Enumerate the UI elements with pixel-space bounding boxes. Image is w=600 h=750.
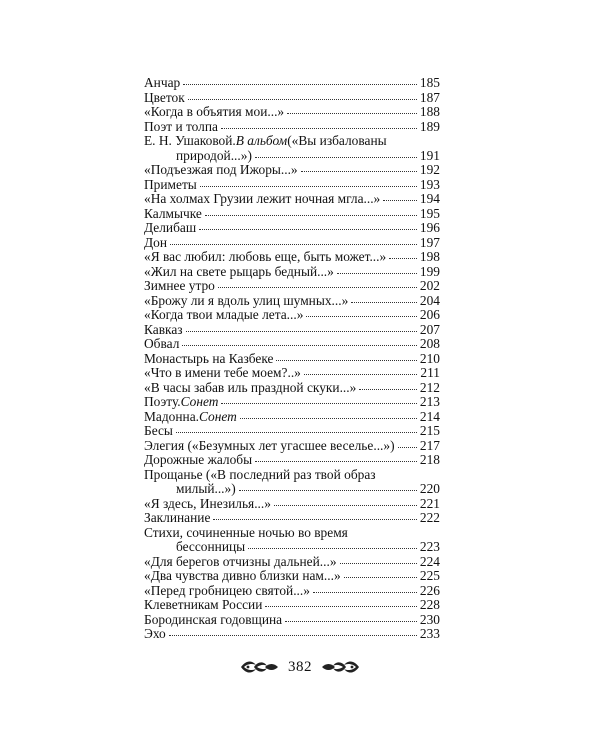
- toc-page-number: 193: [419, 176, 440, 192]
- toc-entry: [144, 352, 440, 367]
- toc-entry: [144, 91, 440, 106]
- dot-leader: [285, 621, 417, 622]
- toc-page-number: 211: [420, 365, 440, 380]
- toc-entry: [144, 424, 440, 439]
- dot-leader: [169, 635, 417, 636]
- toc-page-number: 189: [419, 118, 440, 134]
- toc-entry-line: [144, 468, 440, 483]
- toc-entry-continuation: [144, 149, 440, 164]
- toc-page-number: 217: [419, 437, 440, 453]
- dot-leader: [276, 360, 416, 361]
- toc-page-number: 192: [419, 162, 440, 177]
- toc-entry-line: [144, 569, 440, 584]
- dot-leader: [313, 592, 417, 593]
- toc-entry-title: Е. Н. Ушаковой.: [144, 133, 236, 148]
- toc-entry: [144, 279, 440, 294]
- toc-entry-line: [144, 598, 440, 613]
- toc-entry-line: [144, 453, 440, 468]
- dot-leader: [306, 316, 417, 317]
- toc-entry-line: [144, 323, 440, 338]
- toc-entry-title: Приметы: [144, 176, 197, 192]
- dot-leader: [265, 606, 417, 607]
- dot-leader: [248, 548, 417, 549]
- dot-leader: [186, 331, 417, 332]
- dot-leader: [176, 432, 417, 433]
- toc-page-number: 222: [419, 510, 440, 525]
- toc-entry-title: «В часы забав иль праздной скуки...»: [144, 379, 357, 395]
- dot-leader: [398, 447, 417, 448]
- dot-leader: [170, 244, 417, 245]
- dot-leader: [340, 563, 417, 564]
- toc-entry-title: Поэт и толпа: [144, 118, 218, 134]
- toc-page-number: 221: [419, 495, 440, 511]
- dot-leader: [383, 200, 417, 201]
- toc-entry-title: Зимнее утро: [144, 278, 215, 293]
- toc-page-number: 214: [419, 408, 440, 424]
- dot-leader: [255, 157, 417, 158]
- toc-entry-title: «Два чувства дивно близки нам...»: [144, 568, 341, 583]
- dot-leader: [287, 113, 417, 114]
- toc-page-number: 188: [419, 104, 440, 119]
- toc-entry-line: [144, 627, 440, 642]
- toc-entry: [144, 410, 440, 425]
- toc-entry-title: «Я вас любил: любовь еще, быть может...»: [144, 249, 387, 264]
- toc-entry-line: [144, 250, 440, 265]
- toc-entry: [144, 221, 440, 236]
- toc-entry: [144, 439, 440, 454]
- toc-entry-title: «Что в имени тебе моем?..»: [144, 365, 301, 380]
- toc-entry: [144, 134, 440, 163]
- toc-page-number: 228: [419, 597, 440, 612]
- toc-entry-title: («Вы избалованы: [287, 133, 387, 148]
- dot-leader: [389, 258, 417, 259]
- toc-entry-line: [144, 337, 440, 352]
- toc-entry-line: [144, 178, 440, 193]
- toc-entry-line: [144, 105, 440, 120]
- dot-leader: [221, 128, 417, 129]
- toc-entry-title: Бородинская годовщина: [144, 611, 283, 627]
- toc-entry-continuation: [144, 482, 440, 497]
- toc-entry-title: Эхо: [144, 626, 166, 641]
- toc-entry: [144, 468, 440, 497]
- toc-page-number: 212: [419, 379, 440, 395]
- dot-leader: [240, 418, 417, 419]
- toc-entry-line: [144, 381, 440, 396]
- toc-page-number: 185: [419, 75, 440, 90]
- toc-entry: [144, 497, 440, 512]
- toc-page-number: 198: [419, 249, 440, 264]
- toc-entry-line: [144, 308, 440, 323]
- toc-entry: [144, 526, 440, 555]
- toc-entry-title: «Подъезжая под Ижоры...»: [144, 162, 298, 177]
- toc-entry-line: [144, 555, 440, 570]
- toc-entry-line: [144, 366, 440, 381]
- dot-leader: [359, 389, 417, 390]
- dot-leader: [301, 171, 417, 172]
- toc-page-number: 213: [419, 394, 440, 409]
- toc-entry-line: [144, 294, 440, 309]
- toc-entry-title: «Для берегов отчизны дальней...»: [144, 553, 337, 569]
- toc-entry-line: [144, 497, 440, 512]
- toc-entry: [144, 453, 440, 468]
- toc-entry-line: [144, 613, 440, 628]
- toc-entry-title: Прощанье («В последний раз твой образ: [144, 466, 376, 482]
- toc-page-number: 220: [419, 481, 440, 496]
- toc-page-number: 210: [419, 350, 440, 366]
- toc-entry-line: [144, 91, 440, 106]
- toc-entry-line: [144, 352, 440, 367]
- toc-entry-subtitle: Сонет: [198, 408, 237, 424]
- toc-entry: [144, 207, 440, 222]
- toc-entry-line: [144, 511, 440, 526]
- toc-entry-title: Бесы: [144, 423, 173, 438]
- toc-entry-title: «На холмах Грузии лежит ночная мгла...»: [144, 191, 381, 206]
- toc-entry-continuation: [144, 540, 440, 555]
- dot-leader: [274, 505, 417, 506]
- toc-page-number: 218: [419, 452, 440, 467]
- toc-entry-title: «Жил на свете рыцарь бедный...»: [144, 263, 334, 279]
- toc-entry-line: [144, 207, 440, 222]
- dot-leader: [255, 461, 417, 462]
- toc-entry-title: Дон: [144, 234, 167, 250]
- toc-page-number: 202: [419, 278, 440, 293]
- toc-entry-title: Стихи, сочиненные ночью во время: [144, 524, 348, 540]
- toc-entry: [144, 178, 440, 193]
- toc-entry-title: «Перед гробницею святой...»: [144, 582, 310, 598]
- toc-entry: [144, 337, 440, 352]
- toc-entry-title: Делибаш: [144, 220, 197, 235]
- toc-entry-title: Клеветникам России: [144, 597, 263, 612]
- toc-entry-title: Дорожные жалобы: [144, 452, 253, 467]
- toc-page-number: 208: [419, 336, 440, 351]
- toc-entry: [144, 265, 440, 280]
- dot-leader: [351, 302, 417, 303]
- toc-entry: [144, 598, 440, 613]
- dot-leader: [183, 84, 417, 85]
- dot-leader: [213, 519, 417, 520]
- dot-leader: [188, 99, 417, 100]
- toc-page-number: 215: [419, 423, 440, 438]
- toc-entry: [144, 366, 440, 381]
- toc-entry: [144, 511, 440, 526]
- toc-entry-title: природой...»): [176, 147, 252, 163]
- toc-page-number: 197: [419, 234, 440, 250]
- toc-entry-title: Мадонна.: [144, 408, 199, 424]
- dot-leader: [304, 374, 418, 375]
- dot-leader: [182, 345, 417, 346]
- floral-ornament-icon: [320, 658, 360, 676]
- toc-page-number: 195: [419, 205, 440, 221]
- toc-entry-title: Поэту.: [144, 394, 181, 409]
- toc-entry-line: [144, 279, 440, 294]
- toc-page-number: 194: [419, 191, 440, 206]
- toc-entry-title: Кавказ: [144, 321, 183, 337]
- toc-page-number: 233: [419, 626, 440, 641]
- toc-page-number: 187: [419, 89, 440, 105]
- toc-page-number: 225: [419, 568, 440, 583]
- toc-entry: [144, 308, 440, 323]
- toc-entry-line: [144, 410, 440, 425]
- dot-leader: [218, 287, 417, 288]
- page-footer: [0, 656, 600, 678]
- toc-entry-title: Заклинание: [144, 510, 211, 525]
- toc-entry: [144, 627, 440, 642]
- toc-entry: [144, 555, 440, 570]
- floral-ornament-icon: [240, 658, 280, 676]
- toc-entry: [144, 294, 440, 309]
- toc-page-number: 191: [419, 147, 440, 163]
- toc-entry-title: милый...»): [176, 481, 236, 496]
- toc-page-number: 226: [419, 582, 440, 598]
- dot-leader: [337, 273, 417, 274]
- toc-entry-title: «Когда в объятия мои...»: [144, 104, 285, 119]
- dot-leader: [200, 186, 417, 187]
- toc-entry-subtitle: Сонет: [180, 394, 219, 409]
- toc-entry-line: [144, 236, 440, 251]
- toc-page-number: 196: [419, 220, 440, 235]
- toc-entry: [144, 120, 440, 135]
- toc-entry: [144, 381, 440, 396]
- toc-page-number: 223: [419, 539, 440, 554]
- toc-entry: [144, 250, 440, 265]
- toc-entry: [144, 584, 440, 599]
- toc-entry-subtitle: В альбом: [235, 133, 288, 148]
- toc-entry: [144, 192, 440, 207]
- toc-entry: [144, 569, 440, 584]
- toc-entry-line: [144, 424, 440, 439]
- toc-page-number: 207: [419, 321, 440, 337]
- toc-entry-line: [144, 265, 440, 280]
- toc-entry-title: Калмычке: [144, 205, 202, 221]
- toc-page-number: 224: [419, 553, 440, 569]
- toc-entry-line: [144, 192, 440, 207]
- page-number: 382: [288, 658, 312, 675]
- toc-page-number: 204: [419, 292, 440, 308]
- dot-leader: [205, 215, 417, 216]
- dot-leader: [221, 403, 416, 404]
- toc-entry-line: [144, 163, 440, 178]
- toc-entry: [144, 395, 440, 410]
- toc-entry: [144, 323, 440, 338]
- toc-entry-line: [144, 395, 440, 410]
- toc-entry: [144, 76, 440, 91]
- toc-entry-line: [144, 134, 440, 149]
- dot-leader: [239, 490, 417, 491]
- toc-entry-line: [144, 120, 440, 135]
- toc-entry-line: [144, 584, 440, 599]
- dot-leader: [344, 577, 417, 578]
- toc-entry-title: бессонницы: [176, 539, 246, 554]
- toc-entry-title: Обвал: [144, 336, 180, 351]
- toc-entry-title: «Когда твои младые лета...»: [144, 307, 304, 322]
- toc-entry-line: [144, 439, 440, 454]
- toc-entry: [144, 105, 440, 120]
- toc-entry-line: [144, 76, 440, 91]
- toc-page-number: 230: [419, 611, 440, 627]
- toc-entry-title: Элегия («Безумных лет угасшее веселье...»): [144, 437, 395, 453]
- dot-leader: [199, 229, 417, 230]
- toc-entry-title: «Брожу ли я вдоль улиц шумных...»: [144, 292, 349, 308]
- toc-entry-title: «Я здесь, Инезилья...»: [144, 495, 271, 511]
- toc-entry-title: Монастырь на Казбеке: [144, 350, 274, 366]
- toc-entry-line: [144, 526, 440, 541]
- table-of-contents: [144, 76, 440, 642]
- toc-entry: [144, 613, 440, 628]
- toc-entry-title: Анчар: [144, 75, 181, 90]
- toc-entry-line: [144, 221, 440, 236]
- toc-entry-title: Цветок: [144, 89, 185, 105]
- toc-page-number: 199: [419, 263, 440, 279]
- toc-entry: [144, 163, 440, 178]
- toc-entry: [144, 236, 440, 251]
- toc-page-number: 206: [419, 307, 440, 322]
